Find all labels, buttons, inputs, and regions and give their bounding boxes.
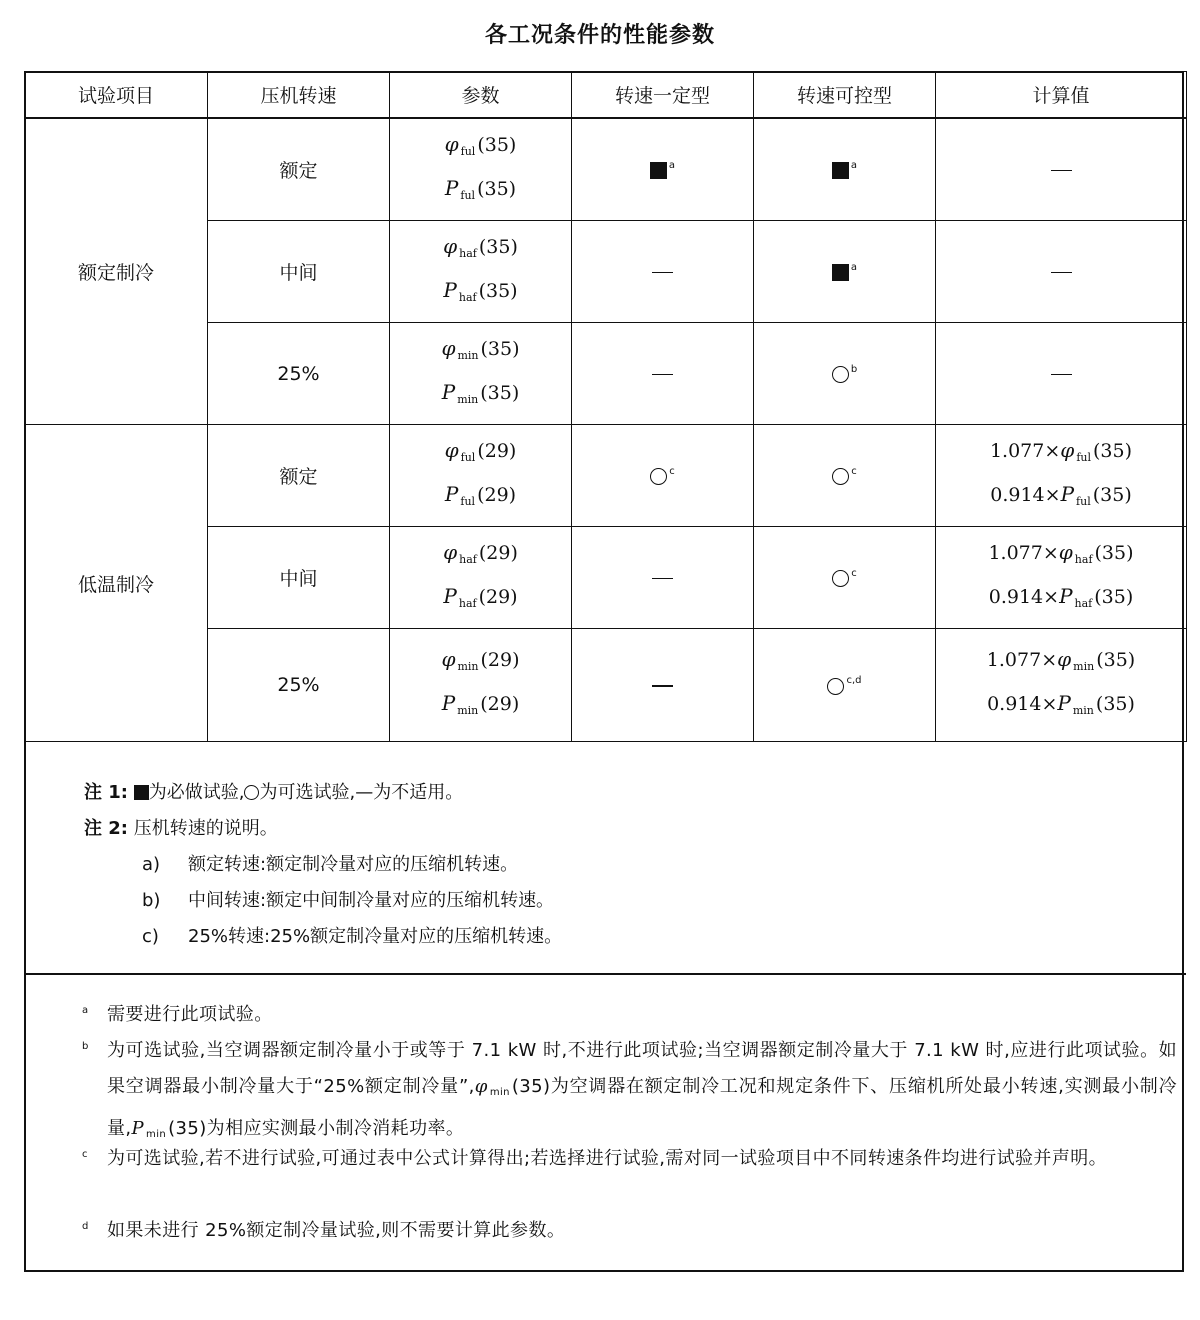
parameter-cell bbox=[390, 527, 572, 629]
subscript: ful bbox=[460, 494, 476, 508]
footnote-text: 为可选试验,若不进行试验,可通过表中公式计算得出;若选择进行试验,需对同一试验项目中不同转速条件均进行试验并声明。 bbox=[107, 1148, 1108, 1169]
p-symbol: P bbox=[441, 379, 456, 404]
argument: (29) bbox=[480, 693, 520, 715]
subscript: ful bbox=[1076, 494, 1091, 508]
note-2-label: 注 2: bbox=[84, 818, 128, 839]
variable-speed-cell bbox=[754, 323, 936, 425]
item-label: b) bbox=[142, 890, 161, 911]
item-text: 额定转速:额定制冷量对应的压缩机转速。 bbox=[188, 854, 519, 875]
footnote-mark: b bbox=[82, 1041, 89, 1052]
argument: (29) bbox=[477, 439, 517, 462]
subscript: haf bbox=[458, 596, 477, 610]
footnote-d bbox=[82, 1213, 1177, 1249]
subscript: ful bbox=[460, 188, 476, 202]
parameter-cell bbox=[390, 425, 572, 527]
subscript: ful bbox=[1076, 450, 1091, 464]
footnote-ref: c bbox=[851, 465, 857, 477]
footnote-ref: c bbox=[669, 465, 675, 477]
note-1-label: 注 1: bbox=[84, 782, 128, 803]
param-line bbox=[390, 476, 571, 520]
performance-table bbox=[24, 71, 1187, 742]
argument: (29) bbox=[478, 541, 518, 564]
p-symbol: P bbox=[441, 691, 456, 715]
p-symbol: P bbox=[443, 583, 457, 608]
footnote-b-part2: 为空调器在额定制冷工况和规定条件下、压缩机所处最小转速,实测最小制冷量, bbox=[107, 1076, 1177, 1139]
note-2-item-a bbox=[142, 850, 518, 876]
not-applicable-dash-icon bbox=[1051, 170, 1072, 172]
optional-circle-icon bbox=[827, 678, 844, 695]
variable-speed-cell bbox=[754, 221, 936, 323]
argument: (35) bbox=[477, 133, 517, 156]
note-1 bbox=[84, 778, 463, 804]
argument: (29) bbox=[480, 649, 520, 671]
param-line bbox=[390, 432, 571, 476]
not-applicable-dash-icon bbox=[652, 272, 673, 274]
param-line bbox=[390, 641, 571, 685]
phi-symbol: φ bbox=[444, 437, 459, 462]
item-text: 中间转速:额定中间制冷量对应的压缩机转速。 bbox=[188, 890, 555, 911]
p-symbol: P bbox=[1059, 583, 1073, 608]
param-line bbox=[390, 330, 571, 374]
header-compressor-speed: 压机转速 bbox=[208, 72, 390, 119]
note-1-optional: 为可选试验, bbox=[259, 782, 356, 803]
argument: (35) bbox=[1092, 483, 1132, 506]
argument: (35) bbox=[511, 1076, 551, 1097]
footnote-text: 需要进行此项试验。 bbox=[107, 1004, 273, 1025]
compressor-speed-cell: 中间 bbox=[208, 527, 390, 629]
calculated-value-cell bbox=[936, 527, 1187, 629]
param-line bbox=[390, 272, 571, 316]
footnote-mark: d bbox=[82, 1221, 89, 1232]
coefficient: 1.077× bbox=[986, 649, 1058, 671]
subscript: min bbox=[457, 704, 479, 717]
param-line bbox=[390, 685, 571, 729]
test-item-cell: 额定制冷 bbox=[25, 118, 208, 425]
footnote-mark: c bbox=[82, 1149, 88, 1160]
header-calculated: 计算值 bbox=[936, 72, 1187, 119]
argument: (35) bbox=[1096, 649, 1136, 671]
variable-speed-cell bbox=[754, 118, 936, 221]
subscript: ful bbox=[460, 144, 476, 158]
coefficient: 1.077× bbox=[989, 439, 1061, 462]
parameter-cell bbox=[390, 629, 572, 742]
compressor-speed-cell: 25% bbox=[208, 323, 390, 425]
phi-symbol: φ bbox=[1057, 647, 1072, 671]
param-line bbox=[390, 534, 571, 578]
phi-symbol: φ bbox=[474, 1076, 488, 1097]
argument: (35) bbox=[168, 1118, 207, 1139]
not-applicable-dash-icon bbox=[1051, 272, 1072, 274]
header-variable-speed: 转速可控型 bbox=[754, 72, 936, 119]
note-2-item-c bbox=[142, 922, 562, 948]
fixed-speed-cell bbox=[572, 221, 754, 323]
param-line bbox=[390, 228, 571, 272]
optional-circle-icon bbox=[832, 366, 849, 383]
argument: (35) bbox=[1094, 541, 1134, 564]
subscript: haf bbox=[1074, 596, 1093, 610]
required-square-icon bbox=[650, 162, 667, 179]
optional-circle-icon bbox=[650, 468, 667, 485]
coefficient: 1.077× bbox=[988, 541, 1059, 564]
coefficient: 0.914× bbox=[987, 693, 1058, 715]
argument: (35) bbox=[1093, 439, 1133, 462]
header-parameter: 参数 bbox=[390, 72, 572, 119]
table-row bbox=[25, 425, 1187, 527]
argument: (35) bbox=[1094, 585, 1134, 608]
not-applicable-dash-icon bbox=[652, 578, 673, 580]
footnote-ref: a bbox=[668, 159, 676, 171]
calculated-value-cell bbox=[936, 221, 1187, 323]
p-symbol: P bbox=[444, 175, 459, 200]
coefficient: 0.914× bbox=[990, 483, 1061, 506]
footnote-b bbox=[82, 1033, 1177, 1153]
p-symbol: P bbox=[444, 481, 459, 506]
argument: (29) bbox=[477, 483, 517, 506]
parameter-cell bbox=[390, 221, 572, 323]
param-line bbox=[390, 170, 571, 214]
calculated-value-cell bbox=[936, 118, 1187, 221]
item-text: 25%转速:25%额定制冷量对应的压缩机转速。 bbox=[188, 926, 563, 947]
p-symbol: P bbox=[1057, 691, 1071, 715]
subscript: haf bbox=[459, 246, 477, 260]
compressor-speed-cell: 额定 bbox=[208, 118, 390, 221]
formula-line bbox=[936, 641, 1186, 685]
required-square-icon bbox=[832, 264, 849, 281]
parameter-cell bbox=[390, 118, 572, 221]
calculated-value-cell bbox=[936, 425, 1187, 527]
p-symbol: P bbox=[131, 1118, 145, 1139]
item-label: a) bbox=[142, 854, 161, 875]
subscript: ful bbox=[460, 450, 476, 464]
argument: (35) bbox=[477, 177, 517, 200]
footnote-ref: a bbox=[850, 159, 858, 171]
fixed-speed-cell bbox=[572, 629, 754, 742]
footnote-a bbox=[82, 997, 1177, 1033]
subscript: min bbox=[457, 660, 479, 673]
footnote-text: 如果未进行 25%额定制冷量试验,则不需要计算此参数。 bbox=[107, 1220, 566, 1241]
p-symbol: P bbox=[1060, 481, 1075, 506]
compressor-speed-cell: 中间 bbox=[208, 221, 390, 323]
header-test-item: 试验项目 bbox=[25, 72, 208, 119]
formula-line bbox=[936, 578, 1186, 622]
note-2-item-b bbox=[142, 886, 554, 912]
not-applicable-dash-icon bbox=[652, 374, 673, 376]
optional-circle-icon bbox=[832, 570, 849, 587]
note-1-required: 为必做试验, bbox=[148, 782, 245, 803]
footnote-ref: c,d bbox=[846, 675, 862, 686]
variable-speed-cell bbox=[754, 527, 936, 629]
not-applicable-dash-icon bbox=[652, 685, 673, 687]
not-applicable-dash-icon bbox=[1051, 374, 1072, 376]
fixed-speed-cell bbox=[572, 323, 754, 425]
footnote-ref: b bbox=[850, 363, 858, 375]
footnote-ref: c bbox=[851, 567, 857, 579]
calculated-value-cell bbox=[936, 629, 1187, 742]
formula-line bbox=[936, 685, 1186, 729]
phi-symbol: φ bbox=[441, 647, 456, 671]
phi-symbol: φ bbox=[443, 233, 458, 258]
variable-speed-cell bbox=[754, 425, 936, 527]
formula-line bbox=[936, 432, 1186, 476]
note-2 bbox=[84, 814, 278, 840]
table-title: 各工况条件的性能参数 bbox=[484, 23, 715, 48]
footnote-b-part3: 为相应实测最小制冷消耗功率。 bbox=[206, 1118, 465, 1139]
fixed-speed-cell bbox=[572, 425, 754, 527]
footnote-mark: a bbox=[82, 1005, 89, 1016]
p-symbol: P bbox=[443, 277, 457, 302]
subscript: min bbox=[489, 1087, 510, 1098]
footnotes-section bbox=[24, 975, 1186, 1273]
argument: (35) bbox=[478, 279, 518, 302]
param-line bbox=[390, 126, 571, 170]
header-row bbox=[25, 72, 1187, 119]
required-square-icon bbox=[832, 162, 849, 179]
subscript: min bbox=[457, 392, 479, 406]
subscript: min bbox=[1072, 704, 1094, 717]
phi-symbol: φ bbox=[1058, 539, 1073, 564]
footnote-c bbox=[82, 1141, 1177, 1177]
subscript: haf bbox=[458, 290, 477, 304]
argument: (35) bbox=[1095, 693, 1135, 715]
variable-speed-cell bbox=[754, 629, 936, 742]
compressor-speed-cell: 25% bbox=[208, 629, 390, 742]
coefficient: 0.914× bbox=[988, 585, 1060, 608]
note-1-na: —为不适用。 bbox=[355, 782, 464, 803]
optional-circle-icon bbox=[244, 785, 259, 800]
subscript: min bbox=[1073, 660, 1095, 673]
footnote-ref: a bbox=[850, 261, 858, 273]
footnote-text bbox=[107, 1033, 1177, 1153]
subscript: haf bbox=[1074, 552, 1093, 566]
phi-symbol: φ bbox=[441, 335, 456, 360]
subscript: min bbox=[146, 1129, 167, 1140]
calculated-value-cell bbox=[936, 323, 1187, 425]
test-item-cell: 低温制冷 bbox=[25, 425, 208, 742]
phi-symbol: φ bbox=[444, 131, 459, 156]
note-2-text: 压机转速的说明。 bbox=[133, 818, 278, 839]
fixed-speed-cell bbox=[572, 527, 754, 629]
argument: (35) bbox=[480, 381, 520, 404]
fixed-speed-cell bbox=[572, 118, 754, 221]
compressor-speed-cell: 额定 bbox=[208, 425, 390, 527]
subscript: haf bbox=[459, 552, 477, 566]
param-line bbox=[390, 578, 571, 622]
parameter-cell bbox=[390, 323, 572, 425]
required-square-icon bbox=[134, 785, 149, 800]
optional-circle-icon bbox=[832, 468, 849, 485]
notes-section bbox=[24, 746, 1186, 975]
phi-symbol: φ bbox=[1060, 437, 1075, 462]
argument: (29) bbox=[478, 585, 518, 608]
param-line bbox=[390, 374, 571, 418]
table-row bbox=[25, 118, 1187, 221]
formula-line bbox=[936, 534, 1186, 578]
item-label: c) bbox=[142, 926, 159, 947]
header-fixed-speed: 转速一定型 bbox=[572, 72, 754, 119]
formula-line bbox=[936, 476, 1186, 520]
footnote-b-part1: 为可选试验,当空调器额定制冷量小于或等于 7.1 kW 时,不进行此项试验;当空调器额定制冷量大于 7.1 kW 时,应进行此项试验。如果空调器最小制冷量大于“25%额定制冷量”, bbox=[107, 1040, 1177, 1097]
subscript: min bbox=[457, 348, 479, 362]
phi-symbol: φ bbox=[443, 539, 458, 564]
argument: (35) bbox=[480, 337, 520, 360]
argument: (35) bbox=[478, 235, 518, 258]
